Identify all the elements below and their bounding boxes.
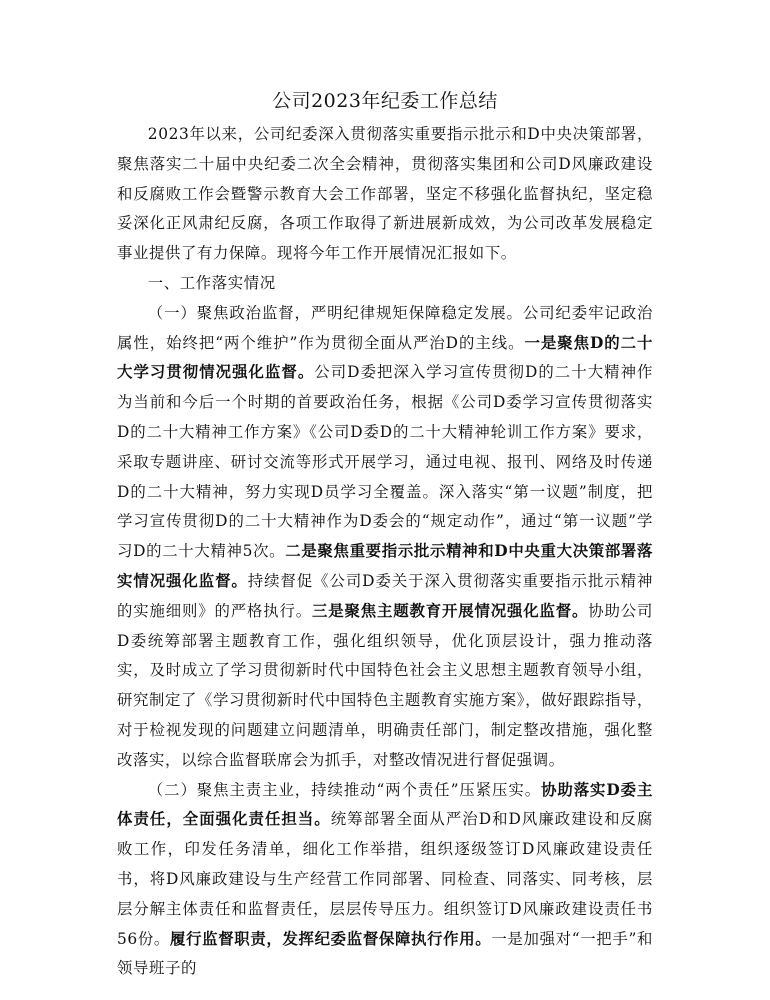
bold-point-party-responsibility: 协助落实D委主体责任，全面强化责任担当。 (117, 780, 654, 829)
paragraph-text: 持续督促《公司D委关于深入贯彻落实重要指示批示精神的实施细则》的严格执行。 (117, 571, 653, 620)
section-heading: 一、工作落实情况 (147, 273, 276, 292)
paragraph-text: （一）聚焦政治监督，严明纪律规矩保障稳定发展。公司纪委牢记政治属性，始终把“两个维护”作为贯彻全面从严治D的主线。 (117, 303, 653, 352)
document-title: 公司2023年纪委工作总结 (272, 90, 498, 112)
bold-point-one: 一是聚焦D的二十大学习贯彻情况强化监督。 (117, 333, 653, 382)
bold-point-three: 三是聚焦主题教育开展情况强化监督。 (312, 601, 589, 620)
bold-point-two: 二是聚焦重要指示批示精神和D中央重大决策部署落实情况强化监督。 (117, 542, 653, 590)
paragraph-text: 统筹部署全面从严治D和D风廉政建设和反腐败工作，印发任务清单，细化工作举措，组织逐级签订D风廉政建设责任书，将D风廉政建设与生产经营工作同部署、同检查、同落实、同考核，层层分解主体责任和监督责任，层层传导压力。组织签订D风廉政建设责任书56份。 (117, 810, 653, 948)
paragraph-text: （二）聚焦主责主业，持续推动“两个责任”压紧压实。 (147, 780, 542, 799)
intro-paragraph: 2023年以来，公司纪委深入贯彻落实重要指示批示和D中央决策部署，聚焦落实二十届中央纪委二次全会精神，贯彻落实集团和公司D风廉政建设和反腐败工作会暨警示教育大会工作部署，坚定不移强化监督执纪，坚定稳妥深化正风肃纪反腐，各项工作取得了新进展新成效，为公司改革发展稳定事业提供了有力保障。现将今年工作开展情况汇报如下。 (117, 125, 653, 263)
paragraph-text: 一是加强对“一把手”和领导班子的 (117, 929, 653, 978)
paragraph-text: 协助公司D委统筹部署主题教育工作，强化组织领导，优化顶层设计，强力推动落实，及时成立了学习贯彻新时代中国特色社会主义思想主题教育领导小组，研究制定了《学习贯彻新时代中国特色主题教育实施方案》，做好跟踪指导，对于检视发现的问题建立问题清单，明确责任部门，制定整改措施，强化整改落实，以综合监督联席会为抓手，对整改情况进行督促强调。 (117, 601, 653, 769)
bold-point-supervision-duty: 履行监督职责，发挥纪委监督保障执行作用。 (170, 929, 492, 948)
paragraph-main-responsibility (117, 776, 653, 985)
paragraph-text: 公司D委把深入学习宣传贯彻D的二十大精神作为当前和今后一个时期的首要政治任务，根据《公司D委学习宣传贯彻落实D的二十大精神工作方案》《公司D委D的二十大精神轮训工作方案》要求，采取专题讲座、研讨交流等形式开展学习，通过电视、报刊、网络及时传递D的二十大精神，努力实现D员学习全覆盖。深入落实“第一议题”制度，把学习宣传贯彻D的二十大精神作为D委会的“规定动作”，通过“第一议题”学习D的二十大精神5次。 (117, 363, 654, 561)
paragraph-political-supervision (117, 299, 653, 776)
